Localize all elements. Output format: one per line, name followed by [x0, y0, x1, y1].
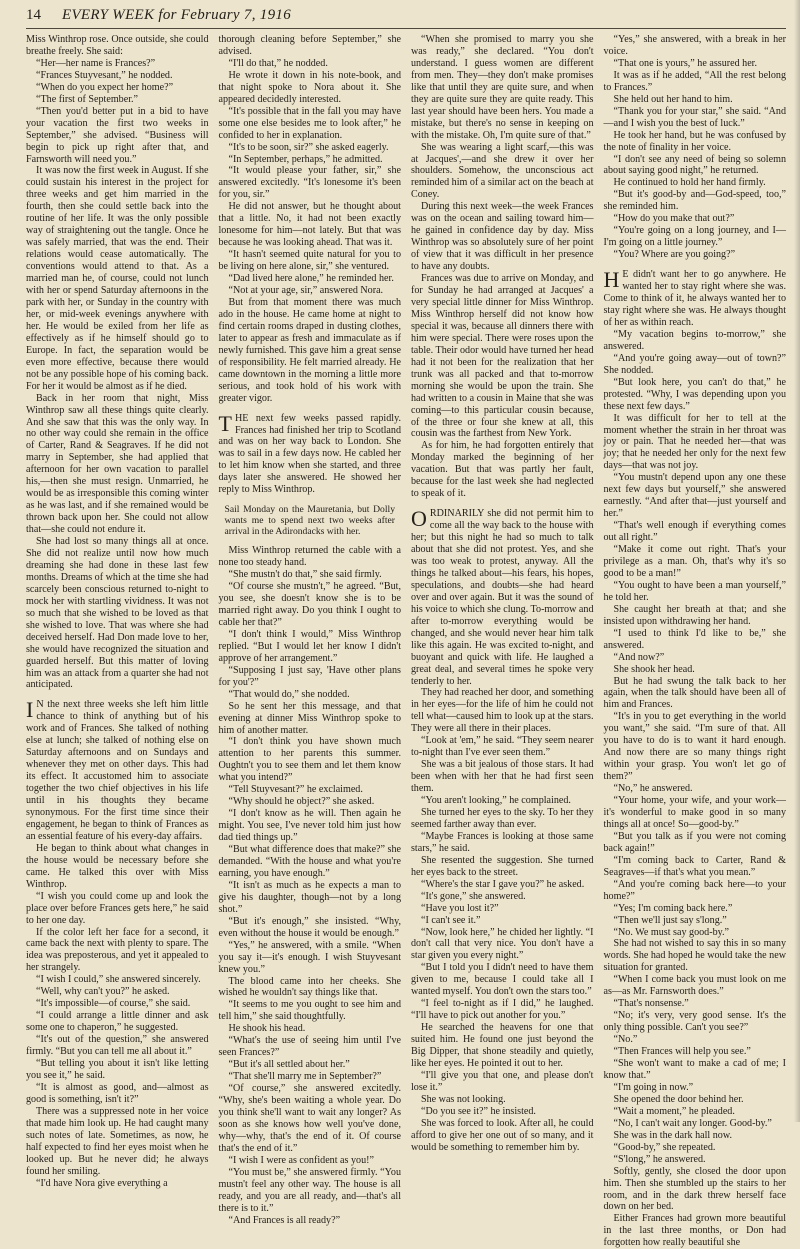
- paragraph-text: He took her hand, but he was confused by the note of finality in her voice.: [603, 129, 786, 153]
- paragraph: [26, 891, 209, 927]
- paragraph: [604, 1130, 787, 1142]
- cable-message: [225, 504, 396, 537]
- paragraph: [411, 687, 594, 735]
- paragraph: [604, 974, 787, 998]
- paragraph-text: “Not at your age, sir,” answered Nora.: [228, 285, 384, 297]
- paragraph-text: “I'd have Nora give everything a: [36, 1177, 168, 1189]
- paragraph-text: She resented the suggestion. She turned her eyes back to the street.: [411, 854, 594, 878]
- paragraph: [604, 903, 787, 915]
- paragraph: [219, 106, 402, 142]
- paragraph-text: “But it's all settled about her.”: [228, 1059, 350, 1071]
- paragraph-text: There was a suppressed note in her voice that made him look up. He had caught many such notes of late. Sometimes, as now, he half expected to find her eyes moist when he looked up. But he never did; he always found her smiling.: [26, 1105, 209, 1177]
- paragraph-text: “Yes; I'm coming back here.”: [613, 902, 733, 914]
- paragraph-text: “Well, why can't you?” he asked.: [36, 986, 170, 998]
- paragraph: [219, 796, 402, 808]
- paragraph-text: “Thank you for your star,” she said. “And—and I wish you the best of luck.”: [603, 105, 786, 129]
- paragraph: [411, 962, 594, 998]
- paragraph-text: “That's well enough if everything comes out all right.”: [603, 520, 786, 544]
- paragraph-text: “Then we'll just say s'long.”: [613, 914, 727, 926]
- paragraph: [604, 676, 787, 712]
- paragraph: [411, 1022, 594, 1070]
- paragraph-text: She had lost so many things all at once. She did not realize until now how much dreaming she had done in these last few months. Dreams of which at the time she had scarcely been conscious returned to-night to mock her with startling vividness. It was not so much that she wished to be loved as that she wished to love. That was where she had deceived herself. Had Don made love to her, she would have recognized the situation and guarded herself. But this matter of loving him was an attack from a quarter she had not anticipated.: [26, 536, 209, 691]
- paragraph: [604, 1094, 787, 1106]
- paragraph: [604, 189, 787, 213]
- paragraph-text: She was in the dark hall now.: [613, 1129, 732, 1141]
- paragraph: [219, 165, 402, 201]
- paragraph-text: “You mustn't depend upon any one these next few days but yourself,” she answered earnestly. “And after that—just yourself and her.”: [603, 472, 786, 520]
- paragraph-text: “But I told you I didn't need to have them given to me, because I could take all I wanted myself. You don't own the stars too.”: [411, 962, 594, 998]
- paragraph-text: “I could arrange a little dinner and ask some one to chaperon,” he suggested.: [26, 1010, 209, 1034]
- paragraph: [411, 1070, 594, 1094]
- paragraph: [604, 154, 787, 178]
- paragraph-text: “Of course she mustn't,” he agreed. “But, you see, she doesn't know she is to be married right away. Do you think I ought to cable her that?”: [218, 581, 401, 628]
- paragraph-text: “It would please your father, sir,” she answered excitedly. “It's lonesome it's been for you, sir.”: [218, 165, 401, 201]
- paragraph-text: “I wish I could,” she answered sincerely.: [36, 974, 201, 986]
- paragraph: [604, 106, 787, 130]
- paragraph-text: “I wish I were as confident as you!”: [228, 1154, 374, 1166]
- paragraph: [26, 393, 209, 536]
- paragraph: [604, 1166, 787, 1214]
- paragraph-text: “It isn't as much as he expects a man to give his daughter, though—not by a long shot.”: [218, 879, 401, 915]
- paragraph-text: “I'm coming back to Carter, Rand & Seagraves—if that's what you mean.”: [603, 854, 786, 878]
- paragraph: [219, 297, 402, 405]
- paragraph: [26, 1106, 209, 1178]
- paragraph: [604, 1106, 787, 1118]
- paragraph-text: “That she'll marry me in September?”: [228, 1071, 382, 1083]
- paragraph: [604, 879, 787, 903]
- paragraph: [219, 736, 402, 784]
- paragraph-text: She held out her hand to him.: [613, 93, 733, 105]
- paragraph: [411, 807, 594, 831]
- paragraph-text: “The first of September.”: [36, 93, 139, 105]
- paragraph-text: He shook his head.: [228, 1023, 306, 1035]
- paragraph: [26, 536, 209, 691]
- paragraph: [219, 581, 402, 629]
- paragraph-text: She caught her breath at that; and she insisted upon withdrawing her hand.: [603, 603, 786, 627]
- running-header: [26, 6, 786, 29]
- paragraph: [26, 998, 209, 1010]
- paragraph: [26, 974, 209, 986]
- paragraph: [604, 795, 787, 831]
- paragraph-text: “I don't see any need of being so solemn about saying good night,” he returned.: [603, 153, 786, 177]
- paragraph-text: “No.”: [613, 1034, 638, 1046]
- paragraph: [604, 520, 787, 544]
- paragraph-text: “But look here, you can't do that,” he protested. “Why, I was depending upon you these next few days.”: [603, 376, 786, 412]
- paragraph-text: “I can't see it.”: [421, 914, 481, 926]
- paragraph-text: “That's nonsense.”: [613, 998, 689, 1010]
- paragraph-text: E didn't want her to go anywhere. He wanted her to stay right where she was. Come to think of it, he always wanted her to stay right where she was. He always thought of her as within reach.: [603, 269, 786, 328]
- paragraph-text: She turned her eyes to the sky. To her they seemed farther away than ever.: [411, 807, 594, 830]
- paragraph-text: “It's out of the question,” she answered firmly. “But you can tell me all about it.”: [26, 1034, 209, 1058]
- paragraph-text: “My vacation begins to-morrow,” she answered.: [603, 328, 786, 352]
- paragraph: [219, 629, 402, 665]
- paragraph: [26, 34, 209, 58]
- paragraph-text: “How do you make that out?”: [613, 213, 735, 225]
- paragraph-text: “No. We must say good-by.”: [613, 926, 730, 938]
- paragraph: [604, 544, 787, 580]
- paragraph-text: “It hasn't seemed quite natural for you to be living on here alone, sir,” she ventured.: [218, 249, 401, 273]
- paragraph: [604, 998, 787, 1010]
- paragraph-text: “That would do,” she nodded.: [228, 688, 350, 700]
- paragraph-text: “You? Where are you going?”: [613, 249, 736, 261]
- paragraph: [219, 569, 402, 581]
- paragraph: [604, 1046, 787, 1058]
- paragraph-text: “But telling you about it isn't like letting you see it,” he said.: [26, 1058, 209, 1081]
- paragraph: [219, 689, 402, 701]
- paragraph: [219, 1155, 402, 1167]
- paragraph: [219, 273, 402, 285]
- paragraph-text: “Frances Stuyvesant,” he nodded.: [36, 69, 173, 81]
- paragraph: [604, 664, 787, 676]
- paragraph: [219, 1059, 402, 1071]
- paragraph: [604, 329, 787, 353]
- paragraph: [219, 665, 402, 689]
- paragraph-text: “When she promised to marry you she was ready,” she declared. “You don't understand. I guess women are different from men. They—they don't make promises like that until they are quite sure, and when they are quite sure they are quite ready. This last year should have been hers. You made a mistake, but there's no sense in keeping on with the mistake. Oh, I'm quite sure of that.”: [411, 34, 594, 141]
- paragraph-text: “Yes,” she answered, with a break in her voice.: [603, 34, 786, 57]
- paragraph-text: Either Frances had grown more beautiful in the last three months, or Don had forgotten how really beautiful she: [603, 1213, 786, 1249]
- paragraph: [26, 986, 209, 998]
- paragraph-text: Back in her room that night, Miss Winthrop saw all these things quite clearly. And she saw that this was the only way. In no other way could she remain in the office of Carter, Rand & Seagraves. If he did not marry in September, she had applied that afternoon for her own vacation to parallel his,—then she must resign. Unmarried, he would be as irresponsible this coming winter as he was last, and if she remained would be thrown back upon her. She could not allow that—she could not endure it.: [26, 392, 209, 536]
- text-column-1: [26, 34, 209, 1189]
- paragraph-text: “I don't know as he will. Then again he might. You see, I've never told him just how dad tied things up.”: [218, 808, 401, 844]
- paragraph-text: He continued to hold her hand firmly.: [613, 177, 766, 189]
- paragraph-text: “But it's good-by and—God-speed, too,” she reminded him.: [603, 189, 786, 213]
- paragraph-text: So he sent her this message, and that evening at dinner Miss Winthrop spoke to him of another matter.: [218, 700, 401, 736]
- paragraph-text: As for him, he had forgotten entirely that Monday marked the beginning of her vacation. But that was partly her fault, because for the last week she had neglected to speak of it.: [411, 440, 594, 500]
- paragraph: [604, 225, 787, 249]
- paragraph-text: She was not looking.: [421, 1093, 506, 1105]
- paragraph-text: “I used to think I'd like to be,” she answered.: [603, 627, 786, 651]
- paragraph-text: “No, I can't wait any longer. Good-by.”: [613, 1117, 772, 1129]
- paragraph: [604, 1058, 787, 1082]
- paragraph: [218, 410, 402, 497]
- paragraph: [411, 855, 594, 879]
- paragraph: [604, 377, 787, 413]
- paragraph: [26, 1178, 209, 1190]
- paragraph: [26, 58, 209, 70]
- paragraph-text: She shook her head.: [613, 663, 695, 675]
- paragraph: [219, 70, 402, 106]
- paragraph-text: She had not wished to say this in so many words. She had hoped he would take the new situation for granted.: [603, 938, 786, 974]
- paragraph-text: “No,” he answered.: [613, 783, 693, 795]
- paragraph: [411, 879, 594, 891]
- paragraph-text: “You ought to have been a man yourself,” he told her.: [603, 579, 786, 603]
- paragraph: [604, 130, 787, 154]
- paragraph: [26, 1034, 209, 1058]
- paragraph: [26, 1082, 209, 1106]
- paragraph: [604, 249, 787, 261]
- paragraph: [604, 353, 787, 377]
- paragraph-text: She was forced to look. After all, he could afford to give her one out of so many, and it would be something to remember him by.: [411, 1117, 594, 1153]
- paragraph-text: “What's the use of seeing him until I've seen Frances?”: [218, 1035, 401, 1059]
- paragraph: [411, 927, 594, 963]
- paragraph: [219, 1071, 402, 1083]
- paragraph: [219, 701, 402, 737]
- paragraph-text: “That one is yours,” he assured her.: [613, 57, 758, 69]
- paragraph: [219, 285, 402, 297]
- paragraph-text: She was a bit jealous of those stars. It had been when with her that he had first seen them.: [411, 759, 594, 795]
- paragraph: [604, 58, 787, 70]
- paragraph-text: “When do you expect her home?”: [36, 81, 174, 93]
- page-edge-shadow: [794, 0, 800, 1122]
- paragraph: [604, 413, 787, 473]
- paragraph-text: “Make it come out right. That's your privilege as a man. Oh, that's why it's so good to be a man!”: [603, 544, 786, 579]
- paragraph: [411, 1094, 594, 1106]
- paragraph: [604, 927, 787, 939]
- paragraph-text: Miss Winthrop rose. Once outside, she could breathe freely. She said:: [26, 34, 209, 57]
- paragraph: [219, 1167, 402, 1215]
- paragraph-text: “And Frances is all ready?”: [228, 1214, 341, 1226]
- paragraph-text: “But what difference does that make?” she demanded. “With the house and what you're earning, you have enough.”: [218, 844, 401, 879]
- paragraph: [26, 82, 209, 94]
- paragraph: [604, 783, 787, 795]
- paragraph-text: N the next three weeks she left him little chance to think of anything but of his work and of Frances. She talked of nothing else at lunch; she talked of nothing else on Saturday afternoons and on Sundays and whenever they met on other days. This had its effect. It accustomed him to associate together the two chief objectives in his life until in his thoughts they became synonymous. For the first time since their engagement, he began to think of Frances as an essential feature of his every-day affairs.: [26, 699, 209, 842]
- paragraph: [219, 201, 402, 249]
- text-column-3: [411, 34, 594, 1153]
- paragraph: [604, 269, 787, 329]
- paragraph-text: During this next week—the week Frances was on the ocean and sailing toward him—he gained in confidence day by day. Miss Winthrop was so absolutely sure of her point of view that it was difficult in her presence to have any doubts.: [411, 201, 594, 273]
- paragraph: [411, 795, 594, 807]
- paragraph: [604, 1154, 787, 1166]
- paragraph: [604, 652, 787, 664]
- paragraph-text: “I feel to-night as if I did,” he laughed. “I'll have to pick out another for you.”: [411, 998, 594, 1022]
- paragraph: [604, 580, 787, 604]
- paragraph: [411, 440, 594, 500]
- paragraph: [219, 784, 402, 796]
- paragraph: [411, 891, 594, 903]
- paragraph-text: “Then you'd better put in a bid to have your vacation the first two weeks in September,” she advised. “Business will begin to pick up right after that, and Farnsworth will need you.”: [26, 105, 209, 165]
- paragraph: [26, 1058, 209, 1082]
- paragraph-text: “Supposing I just say, 'Have other plans for you'?”: [218, 664, 401, 688]
- text-column-2: [218, 34, 402, 1226]
- paragraph-text: “Then Frances will help you see.”: [613, 1046, 751, 1058]
- paragraph-text: “Look at 'em,” he said. “They seem nearer to-night than I've ever seen them.”: [411, 735, 594, 759]
- paragraph: [604, 855, 787, 879]
- paragraph-text: “Now, look here,” he chided her lightly. “I don't call that very nice. You don't have a star given you every night.”: [411, 926, 594, 962]
- paragraph: [604, 34, 787, 58]
- paragraph-text: “Why should he object?” she asked.: [228, 796, 375, 808]
- paragraph: [411, 998, 594, 1022]
- paragraph: [604, 604, 787, 628]
- paragraph-text: “Do you see it?” he insisted.: [421, 1105, 536, 1117]
- paragraph-text: “When I come back you must look on me as—as Mr. Farnsworth does.”: [603, 974, 786, 998]
- paragraph: [26, 1010, 209, 1034]
- paragraph: [411, 1118, 594, 1154]
- paragraph: [604, 1142, 787, 1154]
- paragraph: [604, 1034, 787, 1046]
- paragraph: [219, 916, 402, 940]
- paragraph-text: He did not answer, but he thought about that a little. No, it had not been exactly lonesome for him—not lately. But that was because he was looking ahead. That was it.: [218, 201, 401, 249]
- paragraph-text: “But it's enough,” she insisted. “Why, even without the house it would be enough.”: [218, 915, 401, 939]
- paragraph-text: “Tell Stuyvesant?” he exclaimed.: [228, 784, 363, 796]
- paragraph: [219, 880, 402, 916]
- drop-cap: O: [411, 506, 427, 532]
- paragraph: [604, 1010, 787, 1034]
- paragraph: [26, 70, 209, 82]
- paragraph: [604, 94, 787, 106]
- paragraph: [411, 142, 594, 202]
- paragraph-text: But from that moment there was much ado in the house. He came home at night to find certain rooms draped in dusting clothes, later to appear as fresh and immaculate as if newly furnished. This gave him a great sense of responsibility. He felt married already. He came downtown in the morning a little more serious, and took hold of his work with greater vigor.: [218, 296, 401, 404]
- paragraph: [219, 1023, 402, 1035]
- paragraph-text: “In September, perhaps,” he admitted.: [228, 153, 383, 165]
- paragraph-text: “It's in you to get everything in the world you want,” she said. “I'm sure of that. All you have to do is to want it hard enough. And now there are so many things right within your grasp. You won't let go of them?”: [603, 711, 786, 783]
- paragraph-text: “Where's the star I gave you?” he asked.: [421, 878, 585, 890]
- paragraph: [411, 273, 594, 440]
- paragraph: [604, 1213, 787, 1249]
- paragraph-text: She was wearing a light scarf,—this was at Jacques',—and she drew it over her shoulders. Somehow, the unconscious act reminded him of a similar act on the beach at Coney.: [411, 141, 594, 201]
- paragraph: [26, 927, 209, 975]
- paragraph: [219, 142, 402, 154]
- paragraph-text: “It is almost as good, and—almost as good is something, isn't it?”: [26, 1081, 209, 1105]
- paragraph-text: “It's possible that in the fall you may have some one else besides me to look after,” he confided to her in explanation.: [218, 105, 401, 141]
- paragraph-text: “Have you lost it?”: [421, 902, 499, 914]
- paragraph: [411, 903, 594, 915]
- paragraph-text: It was difficult for her to tell at the moment whether the strain in her throat was joy or pain. That he needed her—that was joy; that he needed her only for the next few days—that was not joy.: [603, 412, 786, 472]
- paragraph: [411, 735, 594, 759]
- paragraph-text: “You must be,” she answered firmly. “You mustn't feel any other way. The house is all ready, and you are all ready, and—that's all there is to it.”: [218, 1166, 401, 1214]
- paragraph: [604, 938, 787, 974]
- paragraph: [604, 472, 787, 520]
- paragraph: [219, 58, 402, 70]
- paragraph-text: “Maybe Frances is looking at those same stars,” he said.: [411, 830, 594, 854]
- paragraph: [219, 34, 402, 58]
- paragraph-text: “And you're going away—out of town?” She nodded.: [603, 352, 786, 376]
- paragraph: [26, 94, 209, 106]
- drop-cap: T: [218, 410, 232, 436]
- paragraph: [411, 1106, 594, 1118]
- paragraph-text: “I'm going in now.”: [613, 1081, 694, 1093]
- paragraph: [219, 1035, 402, 1059]
- paragraph: [411, 759, 594, 795]
- paragraph-text: “I'll do that,” he nodded.: [228, 57, 328, 69]
- paragraph-text: “It seems to me you ought to see him and tell him,” she said thoughtfully.: [218, 999, 401, 1023]
- paragraph-text: “Of course,” she answered excitedly. “Why, she's been waiting a whole year. Do you think she'll want to wait any longer? As soon as she knows how well you've done, why—why, that's the end of it. Of course that's the end of it.”: [218, 1083, 401, 1154]
- paragraph: [411, 915, 594, 927]
- text-columns: [26, 34, 786, 1249]
- paragraph-text: “She won't want to make a cad of me; I know that.”: [603, 1058, 786, 1081]
- paragraph: [219, 844, 402, 880]
- paragraph: [604, 711, 787, 783]
- paragraph-text: They had reached her door, and something in her eyes—for the life of him he could not tell what—caused him to look up at the stars. They were all there in their places.: [411, 687, 594, 735]
- paragraph: [604, 213, 787, 225]
- paragraph-text: “No; it's very, very good sense. It's the only thing possible. Can't you see?”: [603, 1010, 786, 1034]
- paragraph: [26, 843, 209, 891]
- paragraph-text: “But you talk as if you were not coming back again!”: [603, 830, 786, 854]
- paragraph-text: “Her—her name is Frances?”: [36, 57, 156, 69]
- paragraph: [26, 106, 209, 166]
- paragraph: [26, 699, 209, 842]
- paragraph-text: It was now the first week in August. If she could sustain his interest in the project for three weeks and get him married in the fourth, then she could settle back into the routine of her life. It was the only possible way of straightening out the tangle. Once he was safely married, that was the end. Their relations would cease automatically. The conventions would attend to that. As a married man he, of course, could not lunch with her or spend Saturday afternoons in the park with her, or Sunday in the country with her, or mid-week evenings anywhere with her. He would be exiled from her life as effectively as if he himself should go to Europe. In fact, the separation would be even more effective, because there would not be any possible hope of his coming back. For her it would be almost as if he died.: [26, 165, 209, 392]
- paragraph-text: If the color left her face for a second, it came back the next with plenty to spare. The idea was preposterous, and yet it appealed to her strangely.: [26, 926, 209, 974]
- paragraph: [604, 915, 787, 927]
- paragraph-text: “You aren't looking,” he complained.: [421, 795, 571, 807]
- paragraph-text: “I don't think I would,” Miss Winthrop replied. “But I would let her know I didn't approve of her arrangement.”: [218, 628, 401, 664]
- paragraph-text: “And you're coming back here—to your home?”: [603, 878, 786, 902]
- paragraph-text: Softly, gently, she closed the door upon him. Then she stumbled up the stairs to her room, and in the dark threw herself face down on her bed.: [603, 1165, 786, 1213]
- paragraph-text: But he had swung the talk back to her again, when the talk should have been all of him and Frances.: [603, 675, 786, 711]
- paragraph-text: RDINARILY she did not permit him to come all the way back to the house with her; but this night he had so much to talk about that she did not protest. Yes, and she was too weak to protest, anyway. All the things he talked about—his fears, his hopes, speculations, and doubts—she had heard over and over again. But it was the sound of his voice to which she clung. To-morrow and after to-morrow everything would be changed, and she would never hear him talk like this again. He was excited to-night, and buoyant and quick with life. He laughed a great deal, and several times he spoke very tenderly to her.: [411, 508, 594, 687]
- paragraph: [411, 508, 594, 687]
- paragraph: [26, 165, 209, 392]
- paragraph-text: The blood came into her cheeks. She wished he wouldn't say things like that.: [218, 975, 401, 999]
- paragraph-text: “She mustn't do that,” she said firmly.: [228, 569, 382, 581]
- paragraph: [604, 1082, 787, 1094]
- paragraph-text: HE next few weeks passed rapidly. Frances had finished her trip to Scotland and was on her way back to London. She was to sail in a few days now. He cabled her to let him know when she started, and three days later she answered. He showed her reply to Miss Winthrop.: [218, 412, 401, 496]
- paragraph-text: “I don't think you have shown much attention to her parents this summer. Oughtn't you to see them and let them know what you intend?”: [218, 736, 401, 784]
- paragraph-text: Miss Winthrop returned the cable with a none too steady hand.: [218, 545, 401, 569]
- paragraph-text: He searched the heavens for one that suited him. He found one just beyond the Big Dipper, that shone steadily and quietly, like her eyes. He pointed it out to her.: [411, 1022, 594, 1070]
- paragraph-text: “S'long,” he answered.: [613, 1153, 706, 1165]
- paragraph-text: “It's gone,” she answered.: [421, 890, 526, 902]
- paragraph: [219, 154, 402, 166]
- paragraph-text: It was as if he added, “All the rest belong to Frances.”: [603, 69, 786, 93]
- paragraph-text: “And now?”: [613, 651, 665, 663]
- paragraph-text: “Yes,” he answered, with a smile. “When you say it—it's enough. I wish Stuyvesant knew you.”: [218, 939, 401, 975]
- paragraph: [219, 940, 402, 976]
- paragraph-text: “It's to be soon, sir?” she asked eagerly.: [228, 141, 389, 153]
- paragraph-text: He began to think about what changes in the house would be necessary before she came. He talked this over with Miss Winthrop.: [26, 842, 209, 890]
- page-number: 14: [26, 7, 41, 23]
- paragraph-text: “I'll give you that one, and please don't lose it.”: [411, 1069, 594, 1093]
- paragraph-text: “Your home, your wife, and your work—it's wonderful to make good in so many things all at once! So—good-by.”: [603, 795, 786, 830]
- paragraph: [219, 249, 402, 273]
- paragraph-text: “I wish you could come up and look the place over before Frances gets here,” he said to her one day.: [26, 890, 209, 926]
- paragraph: [219, 1215, 402, 1227]
- paragraph-text: Frances was due to arrive on Monday, and for Sunday he had arranged at Jacques' a very special little dinner for Miss Winthrop. Miss Winthrop herself did not know how special it was, because all dinners there with him were special. There were roses upon the table. Their odor would have turned her head had it not been for the realization that her trunk was all packed and that to-morrow morning she would be upon the train. She had written to a cousin in Maine that she was coming—to this particular cousin because, of the three or four she knew at all, this cousin was the farthest from New York.: [411, 273, 594, 440]
- drop-cap: I: [26, 697, 34, 723]
- paragraph-text: She opened the door behind her.: [613, 1093, 744, 1105]
- paragraph: [604, 628, 787, 652]
- running-title: EVERY WEEK for February 7, 1916: [62, 7, 292, 23]
- paragraph: [411, 831, 594, 855]
- text-column-4: [603, 34, 787, 1249]
- paragraph-text: “Wait a moment,” he pleaded.: [613, 1105, 735, 1117]
- paragraph-text: “Dad lived here alone,” he reminded her.: [228, 273, 394, 285]
- paragraph: [604, 177, 787, 189]
- paragraph: [604, 831, 787, 855]
- drop-cap: H: [603, 267, 620, 293]
- paragraph: [219, 999, 402, 1023]
- paragraph-text: Sail Monday on the Mauretania, but Dolly wants me to spend next two weeks after arrival in the Adirondacks with her.: [224, 504, 395, 538]
- paragraph: [604, 70, 787, 94]
- paragraph: [411, 34, 594, 142]
- paragraph: [219, 976, 402, 1000]
- paragraph: [219, 545, 402, 569]
- paragraph-text: thorough cleaning before September,” she advised.: [218, 34, 401, 57]
- paragraph-text: He wrote it down in his note-book, and that night spoke to Nora about it. She appeared decidedly interested.: [218, 69, 401, 105]
- paragraph-text: “It's impossible—of course,” she said.: [36, 998, 191, 1010]
- paragraph: [219, 808, 402, 844]
- paragraph-text: “You're going on a long journey, and I—I'm going on a little journey.”: [603, 225, 786, 249]
- paragraph: [604, 1118, 787, 1130]
- paragraph: [219, 1083, 402, 1155]
- paragraph-text: “Good-by,” she repeated.: [613, 1141, 716, 1153]
- paragraph: [411, 201, 594, 273]
